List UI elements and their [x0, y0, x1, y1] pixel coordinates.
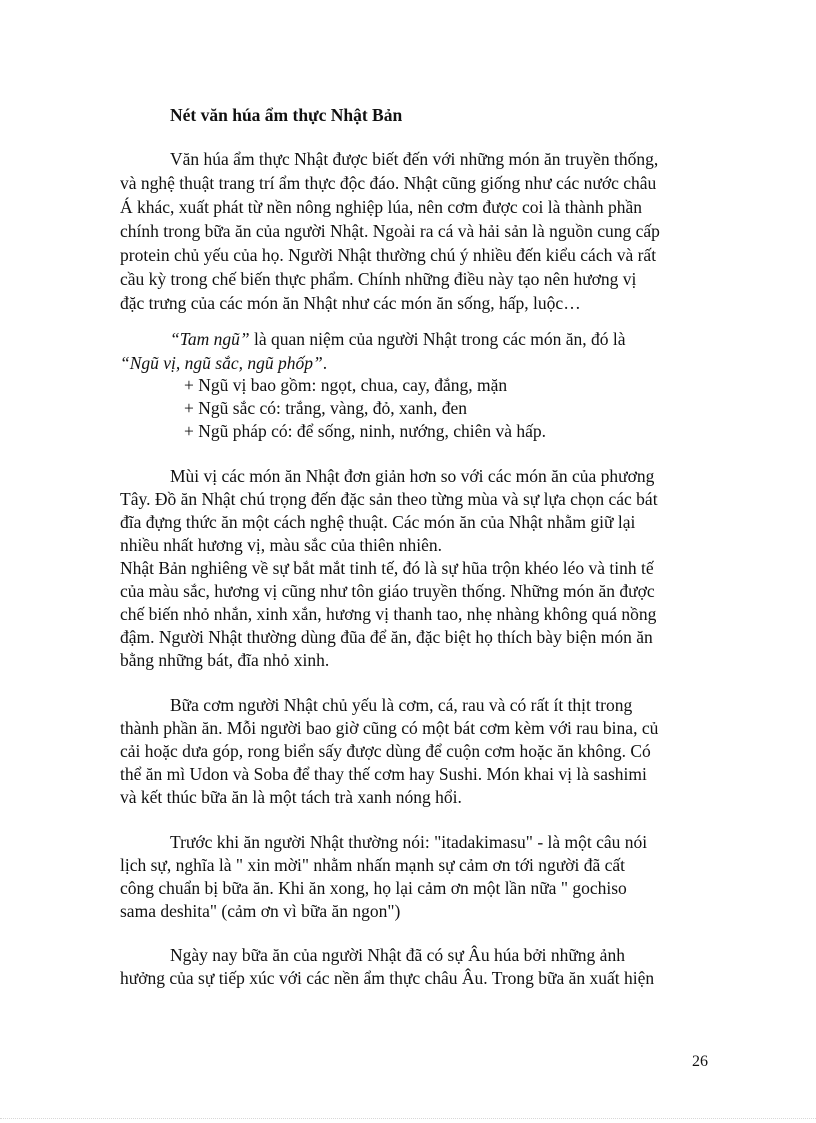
paragraph-4-line: cải hoặc dưa góp, rong biển sấy được dùng để cuộn cơm hoặc ăn không. Có	[120, 741, 651, 761]
paragraph-1-line: Văn húa ẩm thực Nhật được biết đến với những món ăn truyền thống,	[170, 149, 659, 169]
page-number: 26	[692, 1053, 708, 1070]
paragraph-4-line: thể ăn mì Udon và Soba để thay thế cơm hay Sushi. Món khai vị là sashimi	[120, 764, 647, 784]
paragraph-3-line: Mùi vị các món ăn Nhật đơn giản hơn so với các món ăn của phương	[170, 466, 655, 486]
paragraph-4-line: và kết thúc bữa ăn là một tách trà xanh nóng hổi.	[120, 787, 462, 807]
paragraph-3-line: chế biến nhỏ nhắn, xinh xắn, hương vị thanh tao, nhẹ nhàng không quá nồng	[120, 604, 657, 624]
paragraph-5-line: sama deshita" (cảm ơn vì bữa ăn ngon")	[120, 901, 401, 921]
section-heading: Nét văn húa ẩm thực Nhật Bản	[170, 105, 403, 125]
paragraph-4-line: thành phần ăn. Mỗi người bao giờ cũng có một bát cơm kèm với rau bina, củ	[120, 718, 659, 738]
paragraph-4-line: Bữa cơm người Nhật chủ yếu là cơm, cá, rau và có rất ít thịt trong	[170, 695, 633, 715]
paragraph-3-line: bằng những bát, đĩa nhỏ xinh.	[120, 650, 330, 670]
paragraph-2-end: .	[322, 353, 328, 373]
paragraph-1-line: Á khác, xuất phát từ nền nông nghiệp lúa, nên cơm được coi là thành phần	[120, 197, 642, 217]
paragraph-2-line	[120, 352, 700, 375]
bullet-item: + Ngũ sắc có: trắng, vàng, đỏ, xanh, đen	[184, 398, 467, 418]
paragraph-3-line: đĩa đựng thức ăn một cách nghệ thuật. Các món ăn của Nhật nhằm giữ lại	[120, 512, 636, 532]
paragraph-1-line: đặc trưng của các món ăn Nhật như các món ăn sống, hấp, luộc…	[120, 293, 581, 313]
paragraph-2-text: là quan niệm của người Nhật trong các món ăn, đó là	[249, 329, 626, 349]
paragraph-1-line: chính trong bữa ăn của người Nhật. Ngoài ra cá và hải sản là nguồn cung cấp	[120, 221, 660, 241]
bullet-item: + Ngũ vị bao gồm: ngọt, chua, cay, đắng, mặn	[184, 375, 508, 395]
page-bottom-edge	[0, 1118, 816, 1119]
paragraph-1-line: và nghệ thuật trang trí ẩm thực độc đáo. Nhật cũng giống như các nước châu	[120, 173, 657, 193]
paragraph-3-line: đậm. Người Nhật thường dùng đũa để ăn, đặc biệt họ thích bày biện món ăn	[120, 627, 653, 647]
paragraph-3-line: của màu sắc, hương vị cũng như tôn giáo truyền thống. Những món ăn được	[120, 581, 655, 601]
paragraph-3-line: Nhật Bản nghiêng về sự bắt mắt tinh tế, đó là sự hũa trộn khéo léo và tinh tế	[120, 558, 654, 578]
paragraph-5-line: công chuẩn bị bữa ăn. Khi ăn xong, họ lại cảm ơn một lần nữa " gochiso	[120, 878, 627, 898]
paragraph-3-line: nhiều nhất hương vị, màu sắc của thiên nhiên.	[120, 535, 442, 555]
paragraph-3-line: Tây. Đồ ăn Nhật chú trọng đến đặc sản theo từng mùa và sự lựa chọn các bát	[120, 489, 658, 509]
term-ngu-vi: “Ngũ vị, ngũ sắc, ngũ phốp”	[120, 353, 323, 373]
bullet-item: + Ngũ pháp có: để sống, ninh, nướng, chiên và hấp.	[184, 421, 547, 441]
paragraph-6-line: Ngày nay bữa ăn của người Nhật đã có sự Âu húa bởi những ảnh	[170, 945, 625, 965]
paragraph-1-line: protein chủ yếu của họ. Người Nhật thường chú ý nhiều đến kiểu cách và rất	[120, 245, 657, 265]
paragraph-2-line	[170, 328, 750, 351]
paragraph-5-line: Trước khi ăn người Nhật thường nói: "itadakimasu" - là một câu nói	[170, 832, 648, 852]
paragraph-5-line: lịch sự, nghĩa là " xin mời" nhằm nhấn mạnh sự cảm ơn tới người đã cất	[120, 855, 626, 875]
paragraph-1-line: cầu kỳ trong chế biến thực phẩm. Chính những điều này tạo nên hương vị	[120, 269, 637, 289]
term-tam-ngu: “Tam ngũ”	[170, 329, 250, 349]
paragraph-6-line: hưởng của sự tiếp xúc với các nền ẩm thực châu Âu. Trong bữa ăn xuất hiện	[120, 968, 655, 988]
